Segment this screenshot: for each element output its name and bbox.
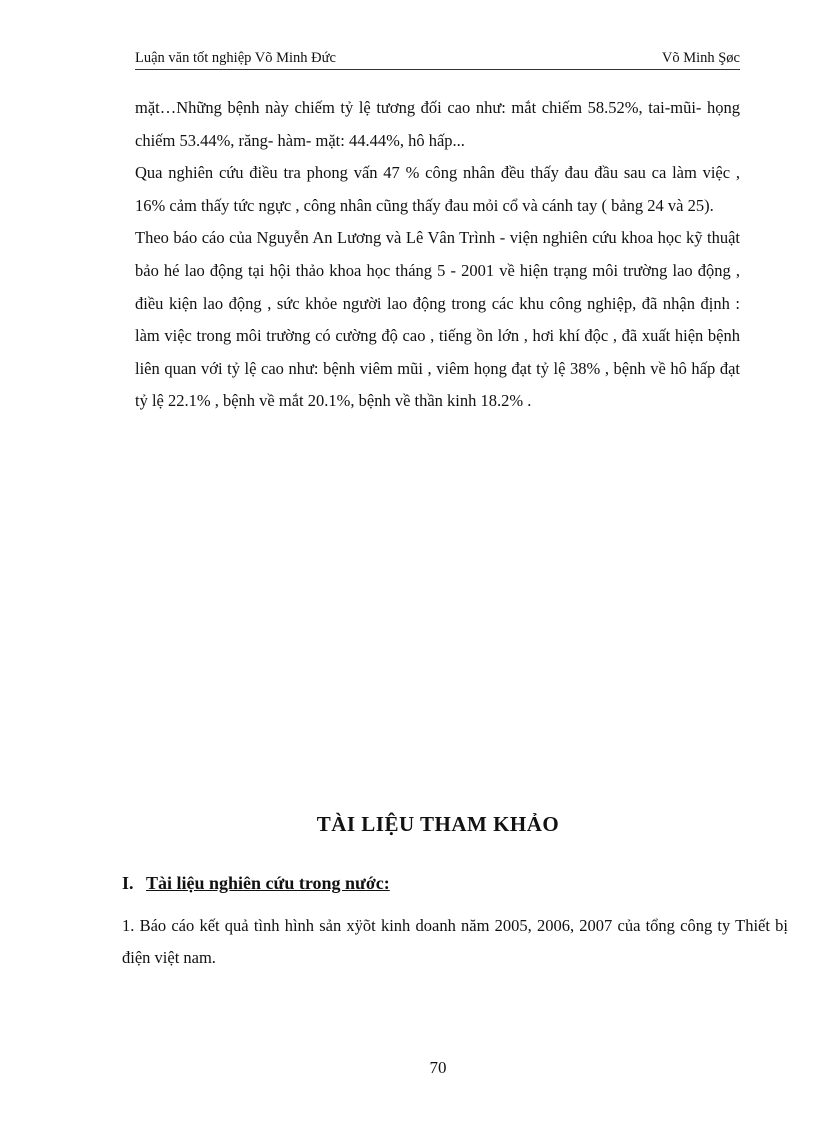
paragraph-disease-rates: mặt…Những bệnh này chiếm tỷ lệ tương đối cao như: mắt chiếm 58.52%, tai-mũi- họng chiếm 53.44%, răng- hàm- mặt: 44.44%, hô hấp... bbox=[135, 98, 740, 150]
header-author: Võ Minh Şøc bbox=[661, 50, 740, 66]
page-number: 70 bbox=[429, 1058, 447, 1077]
section-heading bbox=[122, 873, 390, 894]
header-thesis-title: Luận văn tốt nghiệp Võ Minh Đức bbox=[135, 50, 336, 66]
references-title: TÀI LIỆU THAM KHẢO bbox=[316, 812, 560, 836]
reference-item: 1. Báo cáo kết quả tình hình sản xÿõt kinh doanh năm 2005, 2006, 2007 của tổng công ty Thiết bị điện việt nam. bbox=[122, 916, 788, 967]
running-header bbox=[135, 50, 740, 70]
reference-list bbox=[122, 910, 788, 974]
paragraph-report: Theo báo cáo của Nguyễn An Lương và Lê Vân Trình - viện nghiên cứu khoa học kỹ thuật bảo hé lao động tại hội thảo khoa học tháng 5 - 2001 về hiện trạng môi trường lao động , điều kiện lao động , sức khỏe người lao động trong các khu công nghiệp, đã nhận định : làm việc trong môi trường có cường độ cao , tiếng ồn lớn , hơi khí độc , đã xuất hiện bệnh liên quan với tỷ lệ cao như: bệnh viêm mũi , viêm họng đạt tỷ lệ 38% , bệnh về hô hấp đạt tỷ lệ 22.1% , bệnh về mắt 20.1%, bệnh về thần kinh 18.2% . bbox=[135, 228, 740, 411]
paragraph-survey: Qua nghiên cứu điều tra phong vấn 47 % công nhân đều thấy đau đầu sau ca làm việc , 16% cảm thấy tức ngực , công nhân cũng thấy đau mỏi cổ và cánh tay ( bảng 24 và 25). bbox=[135, 163, 740, 215]
body-text bbox=[135, 92, 740, 418]
section-title: Tài liệu nghiên cứu trong nước: bbox=[146, 873, 390, 893]
section-number: I. bbox=[122, 873, 134, 893]
